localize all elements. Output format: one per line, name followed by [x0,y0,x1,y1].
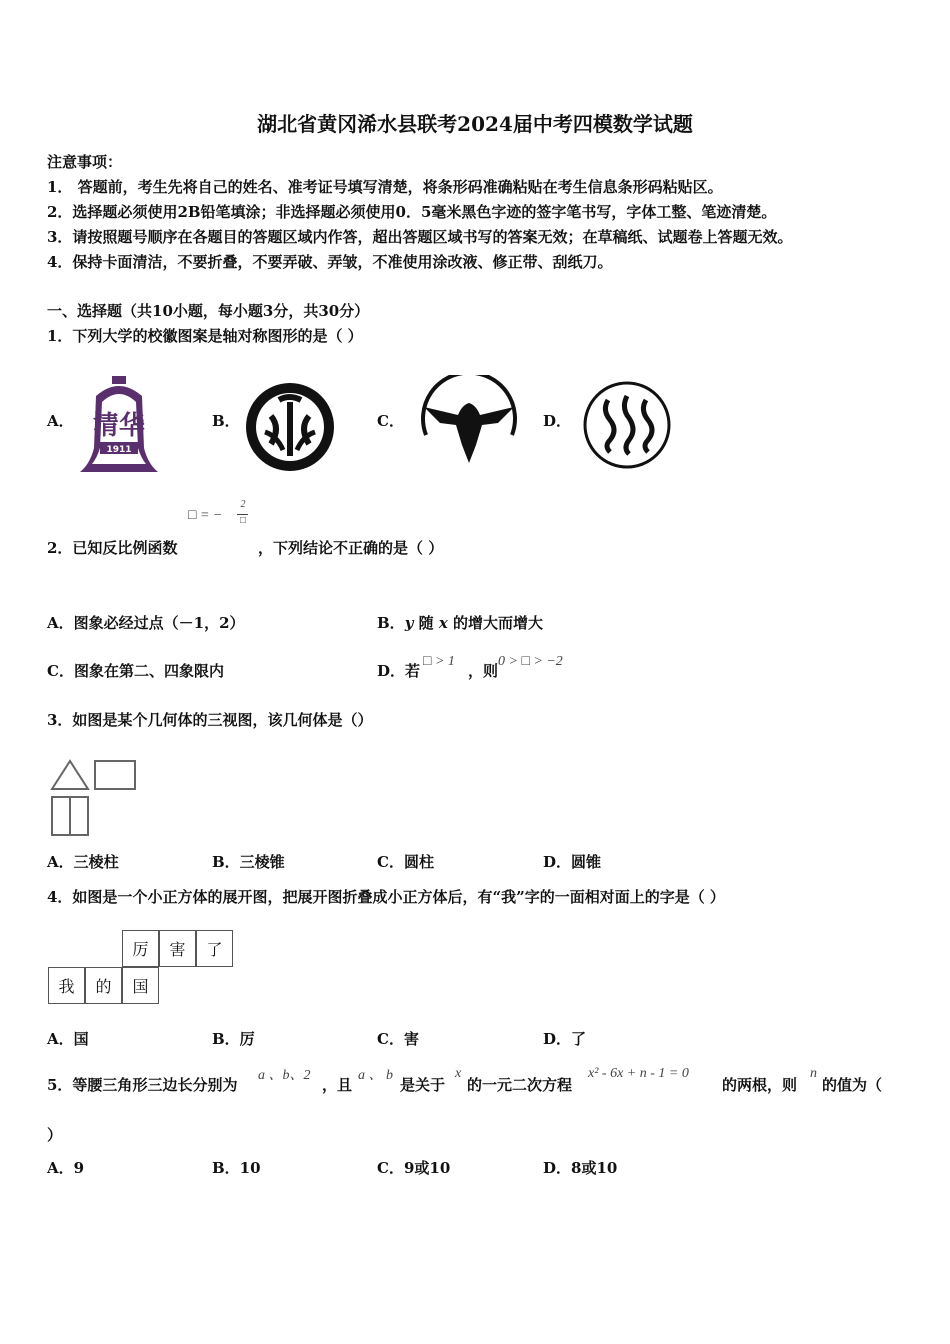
q1-option-c-label: C． [377,412,404,430]
q5-option-b: B．10 [212,1159,261,1177]
svg-text:清华: 清华 [92,411,146,441]
q5-roots: a 、 b [358,1068,393,1083]
q2-option-d-result: 0 > □ > −2 [498,654,563,669]
q5-sides: a 、b、2 [258,1068,311,1083]
bell-emblem-year: 1911 [106,445,132,455]
q4-option-d: D．了 [543,1030,587,1048]
q4-option-a: A．国 [47,1030,89,1048]
question-2-stem-end: ，下列结论不正确的是（ ） [258,539,444,557]
bell-emblem-image [78,372,160,476]
q1-option-d-label: D． [543,412,572,430]
question-5-stem-a: 5．等腰三角形三边长分别为 [47,1076,238,1094]
notice-item-2: 2．选择题必须使用2B铅笔填涂；非选择题必须使用0．5毫米黑色字迹的签字笔书写，字体工整、笔迹清楚。 [47,203,777,221]
question-4-stem: 4．如图是一个小正方体的展开图，把展开图折叠成小正方体后，有“我”字的一面相对面上的字是（ ） [47,888,725,906]
q2-option-b-mid: 随 [413,614,439,632]
q4-option-b: B．厉 [212,1030,255,1048]
notice-item-1: 1． 答题前，考生先将自己的姓名、准考证号填写清楚，将条形码准确粘贴在考生信息条形码粘贴区。 [47,178,723,196]
q2-option-a: A．图象必经过点（－1，2） [47,614,245,632]
question-1-stem: 1．下列大学的校徽图案是轴对称图形的是（ ） [47,327,363,345]
glyph-emblem-image [243,380,337,474]
q2-option-b-x: x [438,614,448,632]
section-heading: 一、选择题（共10小题，每小题3分，共30分） [47,302,370,320]
q5-option-c: C．9或10 [377,1159,451,1177]
page-title: 湖北省黄冈浠水县联考2024届中考四模数学试题 [257,112,693,136]
wave-emblem-image [580,380,674,470]
q2-fraction-denominator: □ [239,515,247,526]
q5-equation: x² - 6x + n - 1 = 0 [588,1066,689,1081]
q2-option-d-condition: □ > 1 [423,654,455,669]
question-3-stem: 3．如图是某个几何体的三视图，该几何体是（） [47,711,373,729]
q3-option-d: D．圆锥 [543,853,602,871]
q5-var-n: n [810,1066,817,1081]
question-5-stem-e: 的两根，则 [722,1076,798,1094]
q2-option-d-then: ，则 [468,662,499,680]
cube-net-cell: 我 [48,967,85,1004]
q1-option-a-label: A． [47,412,74,430]
question-5-stem-d: 的一元二次方程 [467,1076,573,1094]
q2-formula [188,508,222,524]
cube-net-cell: 害 [159,930,196,967]
q2-option-b-y: y [404,614,414,632]
question-5-stem-f: 的值为（ [822,1076,883,1094]
notice-heading: 注意事项： [47,153,123,171]
q2-formula-lhs: □ = − [188,508,223,523]
question-5-stem-b: ，且 [322,1076,353,1094]
cube-net-cell: 的 [85,967,122,1004]
q3-option-a: A．三棱柱 [47,853,119,871]
q2-option-b [377,613,543,633]
notice-item-3: 3．请按照题号顺序在各题目的答题区域内作答，超出答题区域书写的答案无效；在草稿纸、试题卷上答题无效。 [47,228,793,246]
q5-option-d: D．8或10 [543,1159,618,1177]
cube-net-cell: 厉 [122,930,159,967]
question-5-stem-close: ） [47,1126,63,1144]
q1-option-b-label: B． [212,412,240,430]
three-view-drawing [48,755,140,839]
question-5-stem-c: 是关于 [400,1076,446,1094]
q5-var-x: x [455,1066,462,1081]
q2-option-b-suffix: 的增大而增大 [447,614,544,632]
cube-net-cell: 国 [122,967,159,1004]
eagle-emblem-image [418,375,520,469]
q5-option-a: A．9 [47,1159,85,1177]
q2-option-d-prefix: D．若 [377,662,421,680]
q2-option-c: C．图象在第二、四象限内 [47,662,224,680]
q2-option-b-prefix: B． [377,614,405,632]
cube-net-cell: 了 [196,930,233,967]
q2-fraction-numerator: 2 [240,499,246,510]
q4-option-c: C．害 [377,1030,419,1048]
q3-option-c: C．圆柱 [377,853,434,871]
notice-item-4: 4．保持卡面清洁，不要折叠，不要弄破、弄皱，不准使用涂改液、修正带、刮纸刀。 [47,253,613,271]
q3-option-b: B．三棱锥 [212,853,285,871]
question-2-stem-start: 2．已知反比例函数 [47,539,178,557]
